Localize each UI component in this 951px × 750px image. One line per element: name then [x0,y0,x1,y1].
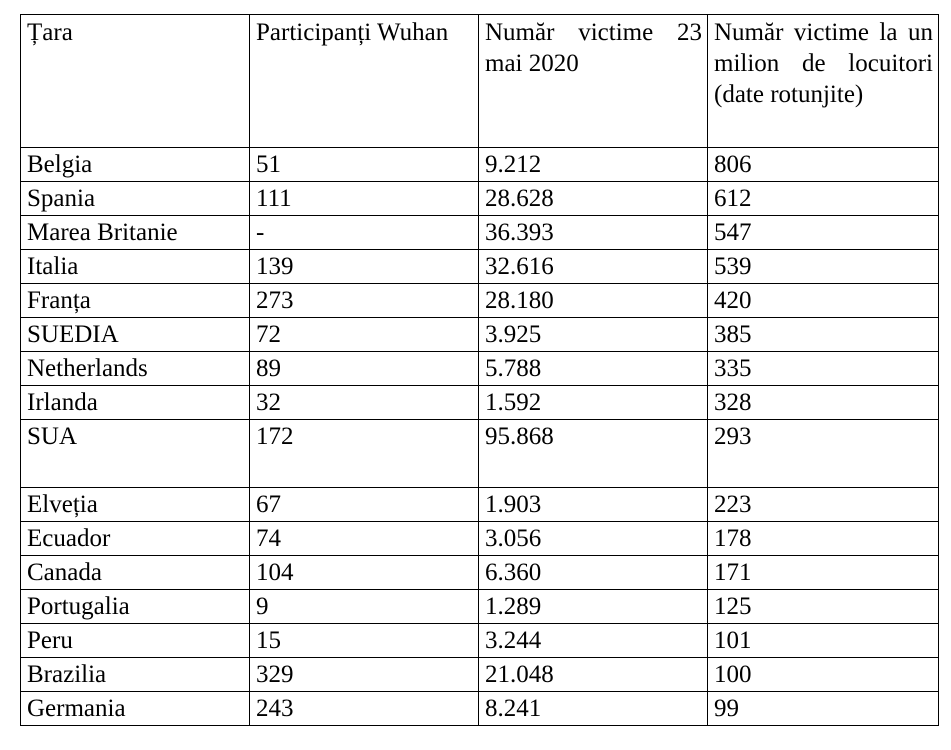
cell-victims-per-million: 178 [708,522,939,556]
cell-wuhan-participants: 329 [250,658,479,692]
table-row [21,556,939,590]
cell-victims: 3.056 [479,522,708,556]
table-row [21,522,939,556]
cell-wuhan-participants: - [250,216,479,250]
cell-wuhan-participants: 104 [250,556,479,590]
cell-victims-per-million: 223 [708,488,939,522]
cell-victims-per-million: 100 [708,658,939,692]
cell-wuhan-participants: 72 [250,318,479,352]
table-body [21,148,939,726]
cell-victims: 21.048 [479,658,708,692]
cell-victims: 32.616 [479,250,708,284]
cell-country: Italia [21,250,250,284]
cell-wuhan-participants: 9 [250,590,479,624]
cell-country: Netherlands [21,352,250,386]
cell-wuhan-participants: 15 [250,624,479,658]
cell-country: Irlanda [21,386,250,420]
cell-country: SUA [21,420,250,488]
table-row [21,284,939,318]
cell-victims-per-million: 293 [708,420,939,488]
cell-victims: 1.592 [479,386,708,420]
cell-victims: 1.289 [479,590,708,624]
cell-wuhan-participants: 111 [250,182,479,216]
cell-country: Canada [21,556,250,590]
cell-victims-per-million: 420 [708,284,939,318]
cell-victims-per-million: 806 [708,148,939,182]
cell-wuhan-participants: 243 [250,692,479,726]
cell-victims: 36.393 [479,216,708,250]
cell-victims-per-million: 539 [708,250,939,284]
header-row [21,15,939,148]
cell-country: Portugalia [21,590,250,624]
cell-victims-per-million: 171 [708,556,939,590]
cell-victims: 9.212 [479,148,708,182]
table-row [21,386,939,420]
cell-country: Germania [21,692,250,726]
cell-country: Spania [21,182,250,216]
cell-victims: 3.925 [479,318,708,352]
cell-wuhan-participants: 89 [250,352,479,386]
table-row [21,624,939,658]
table-row [21,590,939,624]
cell-country: Ecuador [21,522,250,556]
table-row [21,318,939,352]
cell-victims: 3.244 [479,624,708,658]
table-row [21,658,939,692]
table-row [21,148,939,182]
table-row [21,692,939,726]
cell-country: SUEDIA [21,318,250,352]
cell-country: Brazilia [21,658,250,692]
header-country: Țara [21,15,250,148]
table-row [21,352,939,386]
cell-wuhan-participants: 273 [250,284,479,318]
table-row [21,250,939,284]
cell-country: Peru [21,624,250,658]
cell-victims-per-million: 335 [708,352,939,386]
cell-victims: 28.628 [479,182,708,216]
table-row [21,488,939,522]
cell-victims: 1.903 [479,488,708,522]
cell-victims: 5.788 [479,352,708,386]
cell-country: Marea Britanie [21,216,250,250]
cell-wuhan-participants: 139 [250,250,479,284]
header-victims-per-million: Număr victime la un milion de locuitori (date rotunjite) [708,15,939,148]
cell-wuhan-participants: 67 [250,488,479,522]
cell-victims-per-million: 385 [708,318,939,352]
cell-wuhan-participants: 32 [250,386,479,420]
cell-victims: 6.360 [479,556,708,590]
table-row [21,216,939,250]
cell-victims-per-million: 99 [708,692,939,726]
cell-victims: 8.241 [479,692,708,726]
data-table [20,14,939,726]
cell-victims-per-million: 547 [708,216,939,250]
cell-wuhan-participants: 74 [250,522,479,556]
cell-wuhan-participants: 172 [250,420,479,488]
cell-country: Franța [21,284,250,318]
cell-country: Elveția [21,488,250,522]
cell-country: Belgia [21,148,250,182]
cell-victims: 28.180 [479,284,708,318]
cell-victims-per-million: 328 [708,386,939,420]
cell-wuhan-participants: 51 [250,148,479,182]
table-row [21,182,939,216]
cell-victims-per-million: 101 [708,624,939,658]
cell-victims: 95.868 [479,420,708,488]
table-row [21,420,939,488]
header-victims: Număr victime 23 mai 2020 [479,15,708,148]
cell-victims-per-million: 612 [708,182,939,216]
cell-victims-per-million: 125 [708,590,939,624]
header-wuhan-participants: Participanți Wuhan [250,15,479,148]
